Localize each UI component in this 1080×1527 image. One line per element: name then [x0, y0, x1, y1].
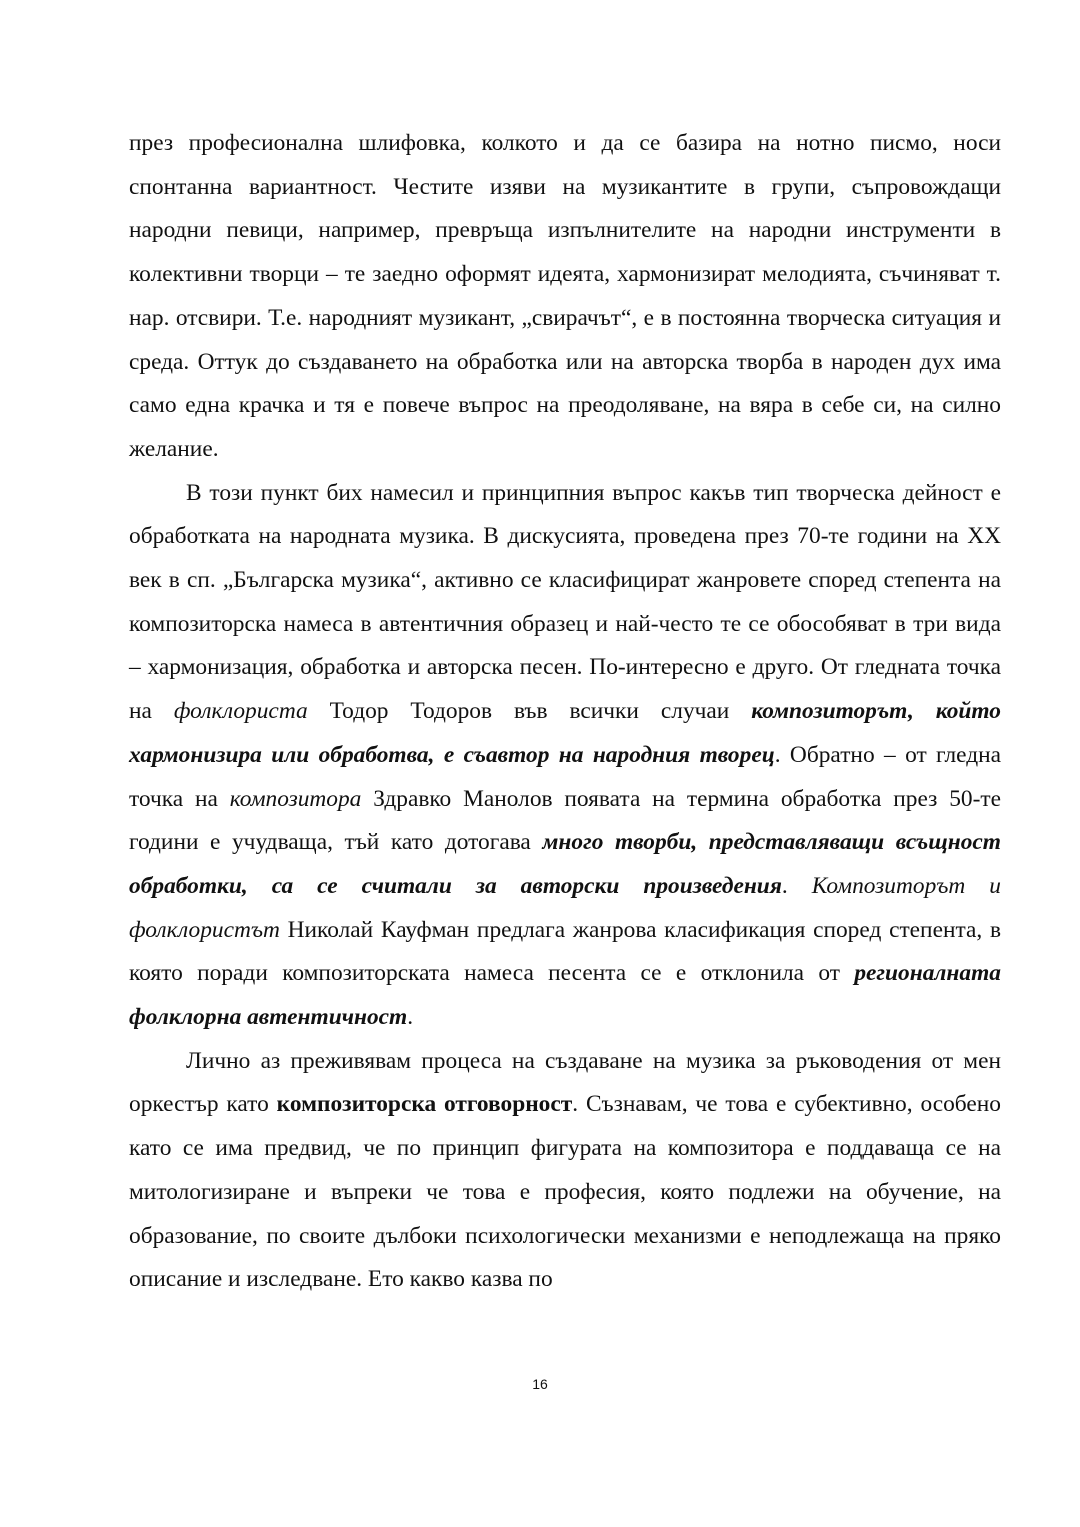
p2-text-2: Тодор Тодоров във всички случаи: [307, 698, 752, 725]
p2-italic-folklorist: фолклориста: [173, 698, 308, 725]
p2-emphasis-works: много творби, представляващи всъщност обработки, са се считали за авторски произведения: [129, 829, 1001, 899]
paragraph-composer-responsibility: [129, 1040, 1001, 1302]
p2-text-4: Здравко Манолов появата на термина обработка през 50-те години е учудваща, тъй като дотогава: [129, 785, 1001, 856]
p3-bold-responsibility: композиторска отговорност: [276, 1091, 573, 1118]
page-number: 16: [532, 1376, 548, 1392]
document-body: [129, 122, 1001, 1302]
p2-text-5: .: [781, 872, 812, 899]
p2-italic-composer-folklorist: Композиторът и фолклористът: [129, 872, 1001, 943]
p2-text-6: Николай Кауфман предлага жанрова класификация според степента, в която поради композиторската намеса песента се е отклонила от: [129, 916, 1001, 987]
p2-text-7: .: [407, 1004, 414, 1031]
paragraph-continuation: [129, 122, 1001, 472]
p2-text-3: . Обратно – от гледна точка на: [129, 741, 1001, 812]
paragraph-genre-classification: [129, 472, 1001, 1040]
paragraph1-text: през професионална шлифовка, колкото и да се базира на нотно писмо, носи спонтанна вариантност. Честите изяви на музикантите в групи, съпровождащи народни певици, например, превръща изпълнителите на народни инструменти в колективни творци – те заедно оформят идеята, хармонизират мелодията, съчиняват т. нар. отсвири. Т.е. народният музикант, „свирачът“, е в постоянна творческа ситуация и среда. Оттук до създаването на обработка или на авторска творба в народен дух има само една крачка и тя е повече въпрос на преодоляване, на вяра в себе си, на силно желание.: [129, 130, 1001, 462]
p2-text-1: В този пункт бих намесил и принципния въпрос какъв тип творческа дейност е обработката на народната музика. В дискусията, проведена през 70-те години на XX век в сп. „Българска музика“, активно се класифицират жанровете според степента на композиторска намеса в автентичния образец и най-често те се обособяват в три вида – хармонизация, обработка и авторска песен. По-интересно е друго. От гледната точка на: [129, 479, 1001, 725]
p2-emphasis-coauthor: композиторът, който хармонизира или обработва, е съавтор на народния творец: [129, 698, 1001, 768]
p3-text-1: Лично аз преживявам процеса на създаване на музика за ръководения от мен оркестър като: [129, 1047, 1001, 1118]
p2-emphasis-authenticity: регионалната фолклорна автентичност: [129, 960, 1001, 1031]
p3-text-2: . Съзнавам, че това е субективно, особено като се има предвид, че по принцип фигурата на композитора е поддаваща се на митологизиране и въпреки че това е професия, която подлежи на обучение, на образование, по своите дълбоки психологически механизми е неподлежаща на пряко описание и изследване. Ето какво казва по: [129, 1091, 1001, 1293]
p2-italic-composer: композитора: [229, 785, 362, 812]
